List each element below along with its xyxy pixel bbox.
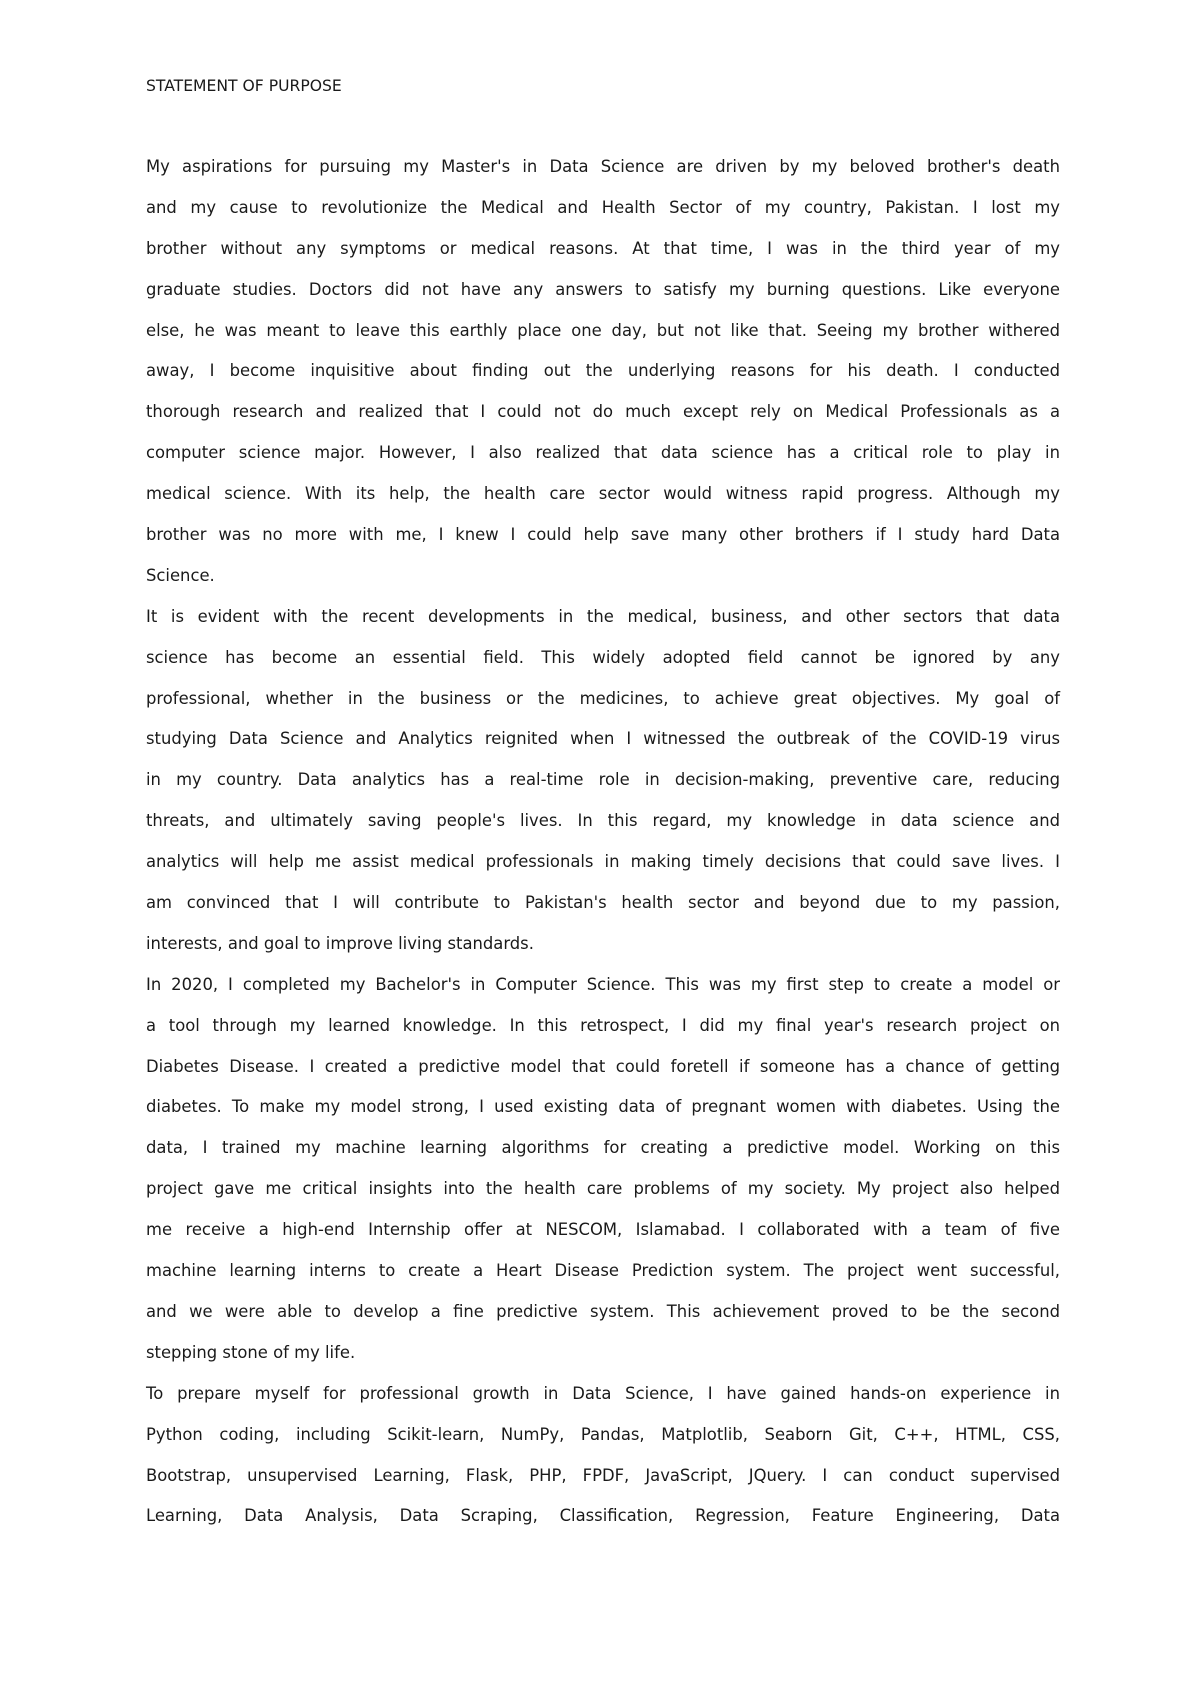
paragraph-line: project gave me critical insights into the health care problems of my society. My project also helped [146,1179,1060,1199]
paragraph-line: medical science. With its help, the health care sector would witness rapid progress. Although my [146,484,1060,504]
paragraph-line: diabetes. To make my model strong, I used existing data of pregnant women with diabetes. Using the [146,1097,1060,1117]
paragraph-line: and we were able to develop a fine predictive system. This achievement proved to be the second [146,1301,1060,1321]
paragraph-line: Bootstrap, unsupervised Learning, Flask, PHP, FPDF, JavaScript, JQuery. I can conduct supervised [146,1465,1060,1485]
paragraph-line: thorough research and realized that I could not do much except rely on Medical Professionals as a [146,402,1060,422]
paragraph-line: science has become an essential field. This widely adopted field cannot be ignored by any [146,647,1060,667]
paragraph [146,965,1060,1374]
paragraph-line: analytics will help me assist medical professionals in making timely decisions that could save lives. I [146,852,1060,872]
paragraph [146,147,1060,597]
paragraph-line: data, I trained my machine learning algorithms for creating a predictive model. Working on this [146,1138,1060,1158]
document-body [146,147,1060,1537]
paragraph-line: am convinced that I will contribute to Pakistan's health sector and beyond due to my passion, [146,893,1060,913]
paragraph-line: and my cause to revolutionize the Medical and Health Sector of my country, Pakistan. I lost my [146,197,1060,217]
paragraph-line: professional, whether in the business or the medicines, to achieve great objectives. My goal of [146,688,1060,708]
document-title: STATEMENT OF PURPOSE [146,77,342,95]
paragraph-line: To prepare myself for professional growth in Data Science, I have gained hands-on experience in [146,1383,1060,1403]
paragraph-line: brother without any symptoms or medical reasons. At that time, I was in the third year of my [146,238,1060,258]
paragraph-line: brother was no more with me, I knew I could help save many other brothers if I study hard Data [146,525,1060,545]
paragraph-line: Python coding, including Scikit-learn, NumPy, Pandas, Matplotlib, Seaborn Git, C++, HTML, CSS, [146,1424,1060,1444]
paragraph-line: else, he was meant to leave this earthly place one day, but not like that. Seeing my brother withered [146,320,1060,340]
paragraph-line: away, I become inquisitive about finding out the underlying reasons for his death. I conducted [146,361,1060,381]
paragraph-line: My aspirations for pursuing my Master's in Data Science are driven by my beloved brother's death [146,157,1060,176]
paragraph-line: Learning, Data Analysis, Data Scraping, Classification, Regression, Feature Engineering, Data [146,1506,1060,1526]
paragraph-line: interests, and goal to improve living standards. [146,933,534,953]
paragraph-line: threats, and ultimately saving people's lives. In this regard, my knowledge in data science and [146,811,1060,831]
paragraph-line: Science. [146,565,215,585]
paragraph-line: stepping stone of my life. [146,1342,356,1362]
paragraph [146,1374,1060,1538]
paragraph-line: studying Data Science and Analytics reignited when I witnessed the outbreak of the COVID-19 virus [146,729,1060,749]
paragraph [146,597,1060,965]
paragraph-line: a tool through my learned knowledge. In this retrospect, I did my final year's research project on [146,1015,1060,1035]
paragraph-line: In 2020, I completed my Bachelor's in Computer Science. This was my first step to create a model or [146,974,1060,994]
paragraph-line: computer science major. However, I also realized that data science has a critical role to play in [146,443,1060,463]
paragraph-line: me receive a high-end Internship offer at NESCOM, Islamabad. I collaborated with a team of five [146,1220,1060,1240]
paragraph-line: machine learning interns to create a Heart Disease Prediction system. The project went successful, [146,1261,1060,1281]
paragraph-line: in my country. Data analytics has a real-time role in decision-making, preventive care, reducing [146,770,1060,790]
paragraph-line: It is evident with the recent developments in the medical, business, and other sectors that data [146,606,1060,626]
paragraph-line: graduate studies. Doctors did not have any answers to satisfy my burning questions. Like everyone [146,279,1060,299]
paragraph-line: Diabetes Disease. I created a predictive model that could foretell if someone has a chance of getting [146,1056,1060,1076]
